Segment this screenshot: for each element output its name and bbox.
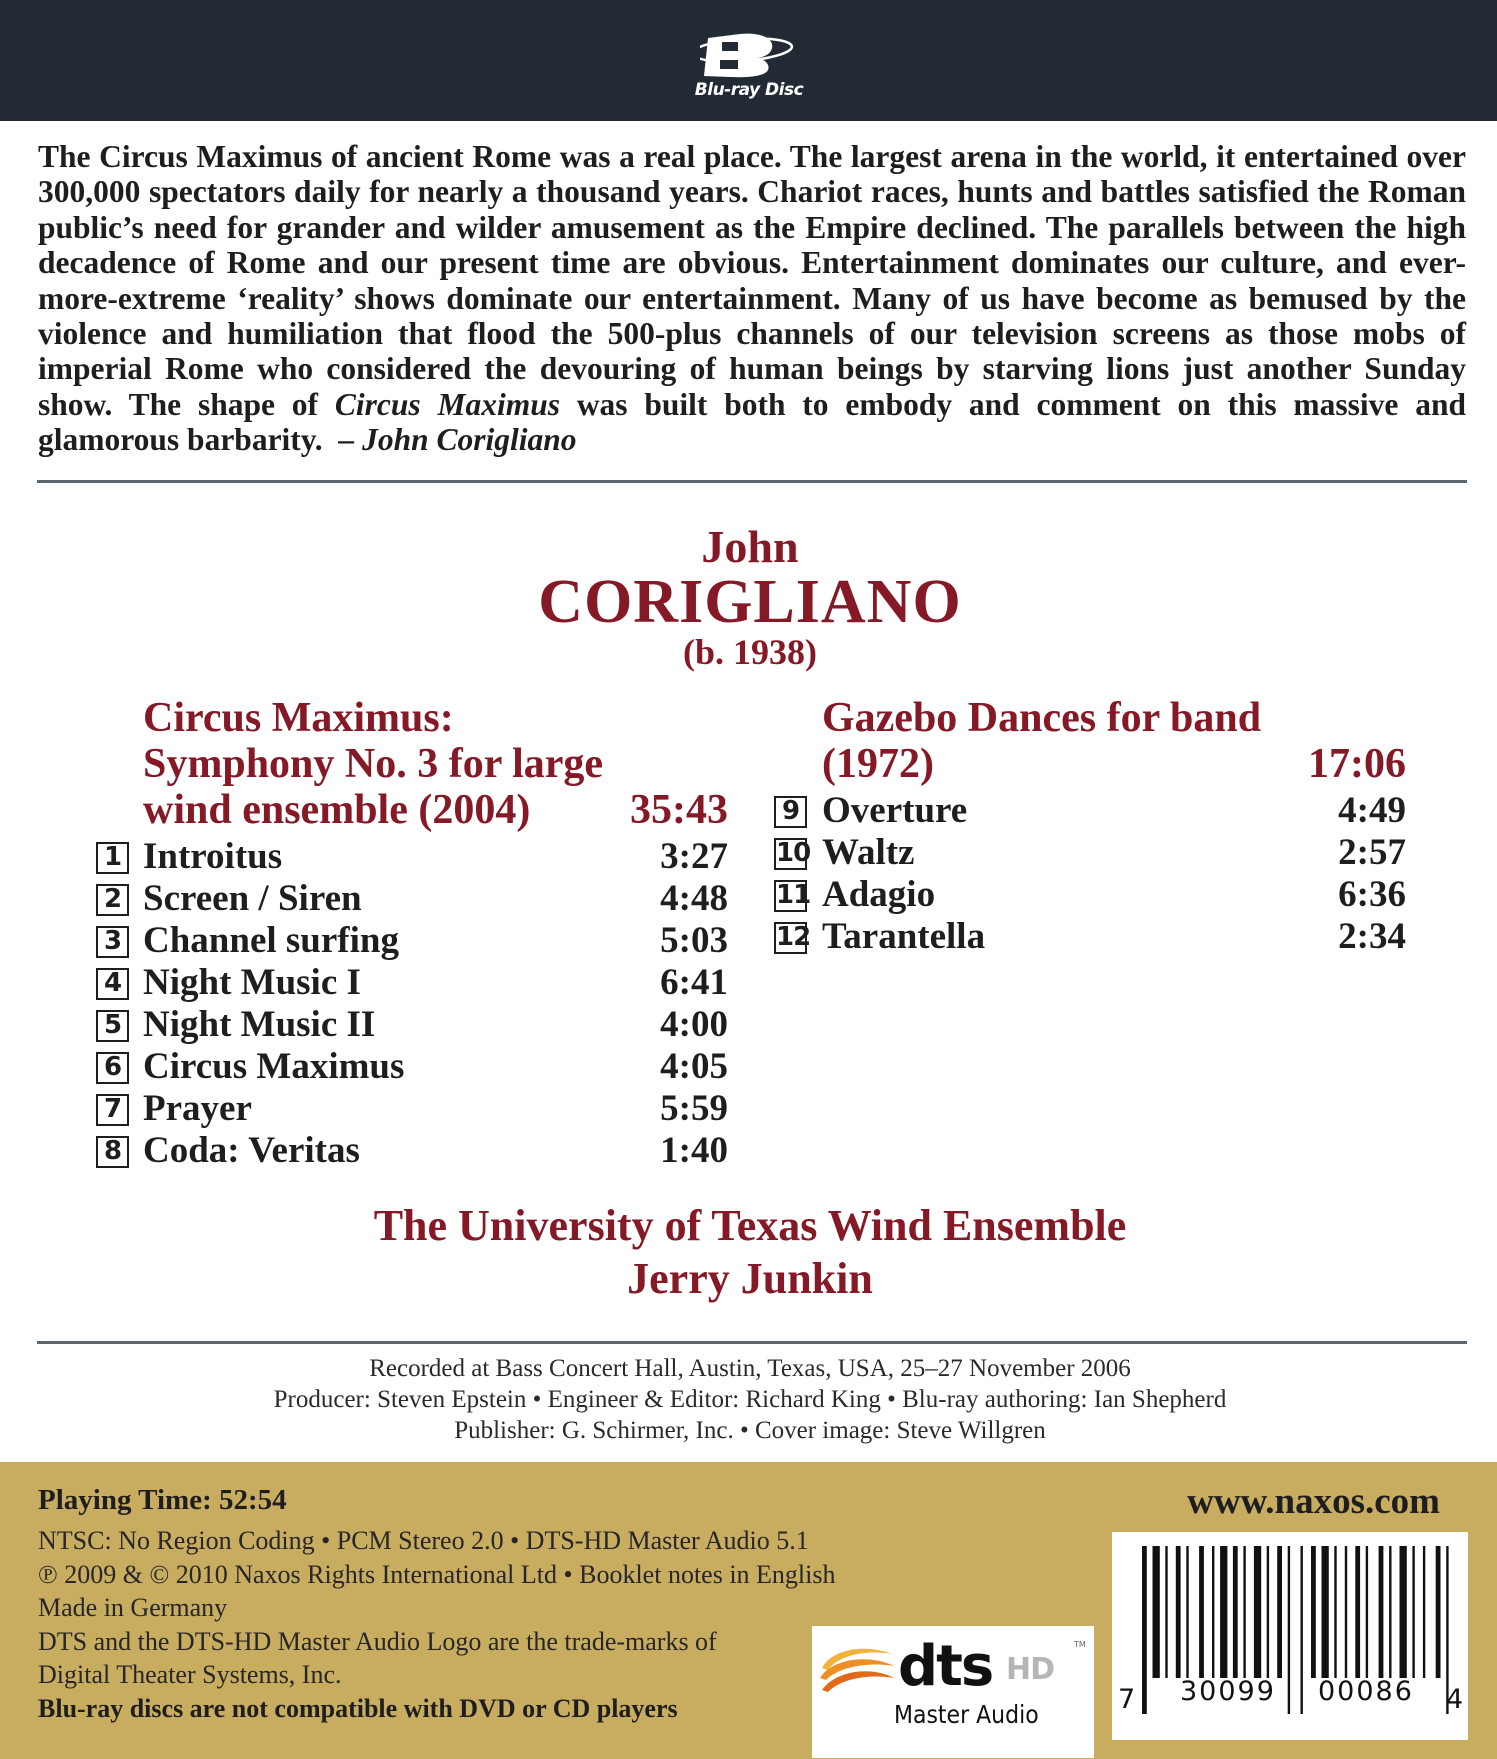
- dts-trademark: TM: [1074, 1640, 1086, 1649]
- barcode: [1112, 1532, 1468, 1740]
- intro-paragraph: [38, 139, 1466, 458]
- barcode-bar: [1186, 1546, 1188, 1678]
- track-number: 10: [776, 838, 811, 868]
- track-row: [96, 962, 728, 1004]
- track-number: 9: [774, 796, 807, 828]
- track-row: [96, 836, 728, 878]
- barcode-digit: 30099: [1180, 1676, 1276, 1707]
- bluray-disc-icon: [700, 30, 800, 78]
- barcode-bar: [1322, 1546, 1329, 1678]
- track-row: [774, 790, 1406, 832]
- bluray-logo-text: Blu-ray Disc: [694, 80, 804, 100]
- track-number: 4: [96, 968, 129, 1000]
- header-bar: [0, 0, 1497, 121]
- track-time: 4:49: [1338, 790, 1406, 831]
- composer-first-name: John: [701, 521, 799, 572]
- track-number: 8: [96, 1136, 129, 1168]
- dts-swirl-icon: [818, 1640, 896, 1698]
- track-row: [96, 1004, 728, 1046]
- track-time: 1:40: [660, 1130, 728, 1171]
- barcode-bar: [1142, 1546, 1147, 1714]
- track-name: Night Music II: [143, 1004, 376, 1045]
- track-name: Screen / Siren: [143, 878, 362, 919]
- track-name: Prayer: [143, 1088, 252, 1129]
- barcode-digit: 7: [1118, 1684, 1136, 1715]
- playing-time: Playing Time: 52:54: [38, 1484, 287, 1516]
- intro-attribution: – John Corigliano: [338, 422, 577, 458]
- credit-line: Producer: Steven Epstein • Engineer & Editor: Richard King • Blu-ray authoring: Ian Shepherd: [273, 1386, 1227, 1413]
- track-time: 6:41: [660, 962, 728, 1003]
- credit-line: Publisher: G. Schirmer, Inc. • Cover image: Steve Willgren: [454, 1417, 1046, 1444]
- footer-line: Digital Theater Systems, Inc.: [38, 1660, 342, 1689]
- track-row: [774, 832, 1406, 874]
- work-title-line: (1972): [822, 741, 934, 787]
- footer-line: Made in Germany: [38, 1593, 228, 1622]
- track-number: 6: [96, 1052, 129, 1084]
- track-time: 5:03: [660, 920, 728, 961]
- barcode-bar: [1267, 1546, 1269, 1678]
- work-duration: 35:43: [630, 787, 728, 833]
- track-row: [774, 916, 1406, 958]
- track-name: Coda: Veritas: [143, 1130, 360, 1171]
- barcode-bar: [1389, 1546, 1391, 1678]
- track-row: [96, 878, 728, 920]
- barcode-digit: 00086: [1318, 1676, 1414, 1707]
- ensemble-name: The University of Texas Wind Ensemble: [373, 1201, 1127, 1250]
- work-title-line: Symphony No. 3 for large: [143, 741, 604, 787]
- barcode-bar: [1423, 1546, 1425, 1678]
- track-number: 7: [96, 1094, 129, 1126]
- track-row: [96, 1130, 728, 1172]
- barcode-bar: [1212, 1546, 1214, 1678]
- barcode-bar: [1301, 1546, 1303, 1714]
- track-name: Overture: [822, 790, 968, 831]
- track-row: [96, 1088, 728, 1130]
- track-number: 5: [96, 1010, 129, 1042]
- barcode-bar: [1233, 1546, 1238, 1678]
- dts-hd-mark: HD: [1006, 1652, 1055, 1687]
- divider-bottom: [37, 1341, 1467, 1344]
- dts-wordmark: dts: [898, 1634, 993, 1699]
- track-time: 2:34: [1338, 916, 1406, 957]
- intro-text: The Circus Maximus of ancient Rome was a real place. The largest arena in the world, it entertained over 300,000 spectators daily for nearly a thousand years. Chariot races, hunts and battles satisfied the Roman public’s need for grander and wilder amusement as the Empire declined. The parallels between the high decadence of Rome and our present time are obvious. Entertainment dominates our culture, and ever-more-extreme ‘reality’ shows dominate our entertainment. Many of us have become as bemused by the violence and humiliation that flood the 500-plus channels of our television screens as those mobs of imperial Rome who considered the devouring of human beings by starving lions just another Sunday show. The shape of: [38, 139, 1466, 422]
- track-name: Night Music I: [143, 962, 361, 1003]
- barcode-bar: [1345, 1546, 1347, 1678]
- track-time: 4:00: [660, 1004, 728, 1045]
- track-number: 1: [96, 842, 129, 874]
- credit-line: Recorded at Bass Concert Hall, Austin, Texas, USA, 25–27 November 2006: [369, 1355, 1131, 1382]
- track-number: 11: [776, 880, 811, 910]
- barcode-bar: [1176, 1546, 1181, 1678]
- track-number: 3: [96, 926, 129, 958]
- barcode-bar: [1355, 1546, 1360, 1678]
- composer-last-name: CORIGLIANO: [538, 568, 962, 636]
- barcode-bar: [1288, 1546, 1290, 1714]
- conductor-name: Jerry Junkin: [627, 1254, 873, 1303]
- track-time: 2:57: [1338, 832, 1406, 873]
- barcode-digit: 4: [1446, 1684, 1464, 1715]
- barcode-bar: [1199, 1546, 1204, 1678]
- barcode-bar: [1334, 1546, 1336, 1678]
- track-time: 6:36: [1338, 874, 1406, 915]
- bluray-logo: [676, 30, 822, 110]
- footer-line: ℗ 2009 & © 2010 Naxos Rights International Ltd • Booklet notes in English: [38, 1560, 836, 1589]
- barcode-bars: [1112, 1532, 1468, 1740]
- track-row: [96, 1046, 728, 1088]
- barcode-bar: [1311, 1546, 1316, 1678]
- barcode-bar: [1243, 1546, 1245, 1678]
- work-duration: 17:06: [1308, 741, 1406, 787]
- track-time: 4:05: [660, 1046, 728, 1087]
- barcode-bar: [1436, 1546, 1441, 1678]
- track-name: Waltz: [822, 832, 915, 873]
- compatibility-warning: Blu-ray discs are not compatible with DVD or CD players: [38, 1694, 678, 1723]
- intro-title-italic: Circus Maximus: [334, 386, 560, 422]
- barcode-bar: [1412, 1546, 1414, 1678]
- barcode-bar: [1254, 1546, 1261, 1678]
- footer-line: NTSC: No Region Coding • PCM Stereo 2.0 • DTS-HD Master Audio 5.1: [38, 1526, 809, 1555]
- track-name: Adagio: [822, 874, 936, 915]
- work-title-line: wind ensemble (2004): [143, 787, 531, 833]
- website-url: www.naxos.com: [1187, 1481, 1440, 1522]
- track-time: 3:27: [660, 836, 728, 877]
- track-name: Channel surfing: [143, 920, 399, 961]
- track-name: Tarantella: [822, 916, 986, 957]
- barcode-bar: [1400, 1546, 1407, 1678]
- track-time: 5:59: [660, 1088, 728, 1129]
- track-row: [774, 874, 1406, 916]
- barcode-bar: [1277, 1546, 1282, 1678]
- barcode-bar: [1153, 1546, 1160, 1678]
- track-name: Introitus: [143, 836, 283, 877]
- track-name: Circus Maximus: [143, 1046, 405, 1087]
- composer-dates: (b. 1938): [683, 632, 817, 672]
- dts-hd-logo: [812, 1626, 1094, 1758]
- work-title-line: Gazebo Dances for band: [822, 695, 1262, 741]
- work-title-line: Circus Maximus:: [143, 695, 454, 741]
- track-number: 2: [96, 884, 129, 916]
- intro-text-end: was built both to embody and comment on this massive and glamorous barbarity.: [38, 386, 1467, 458]
- dts-subtitle: Master Audio: [894, 1700, 1039, 1729]
- barcode-bar: [1165, 1546, 1167, 1678]
- track-number: 12: [776, 922, 811, 952]
- divider-top: [37, 480, 1467, 483]
- barcode-bar: [1379, 1546, 1384, 1678]
- barcode-bar: [1366, 1546, 1368, 1678]
- track-time: 4:48: [660, 878, 728, 919]
- track-row: [96, 920, 728, 962]
- footer-line: DTS and the DTS-HD Master Audio Logo are the trade-marks of: [38, 1627, 717, 1656]
- barcode-bar: [1220, 1546, 1227, 1678]
